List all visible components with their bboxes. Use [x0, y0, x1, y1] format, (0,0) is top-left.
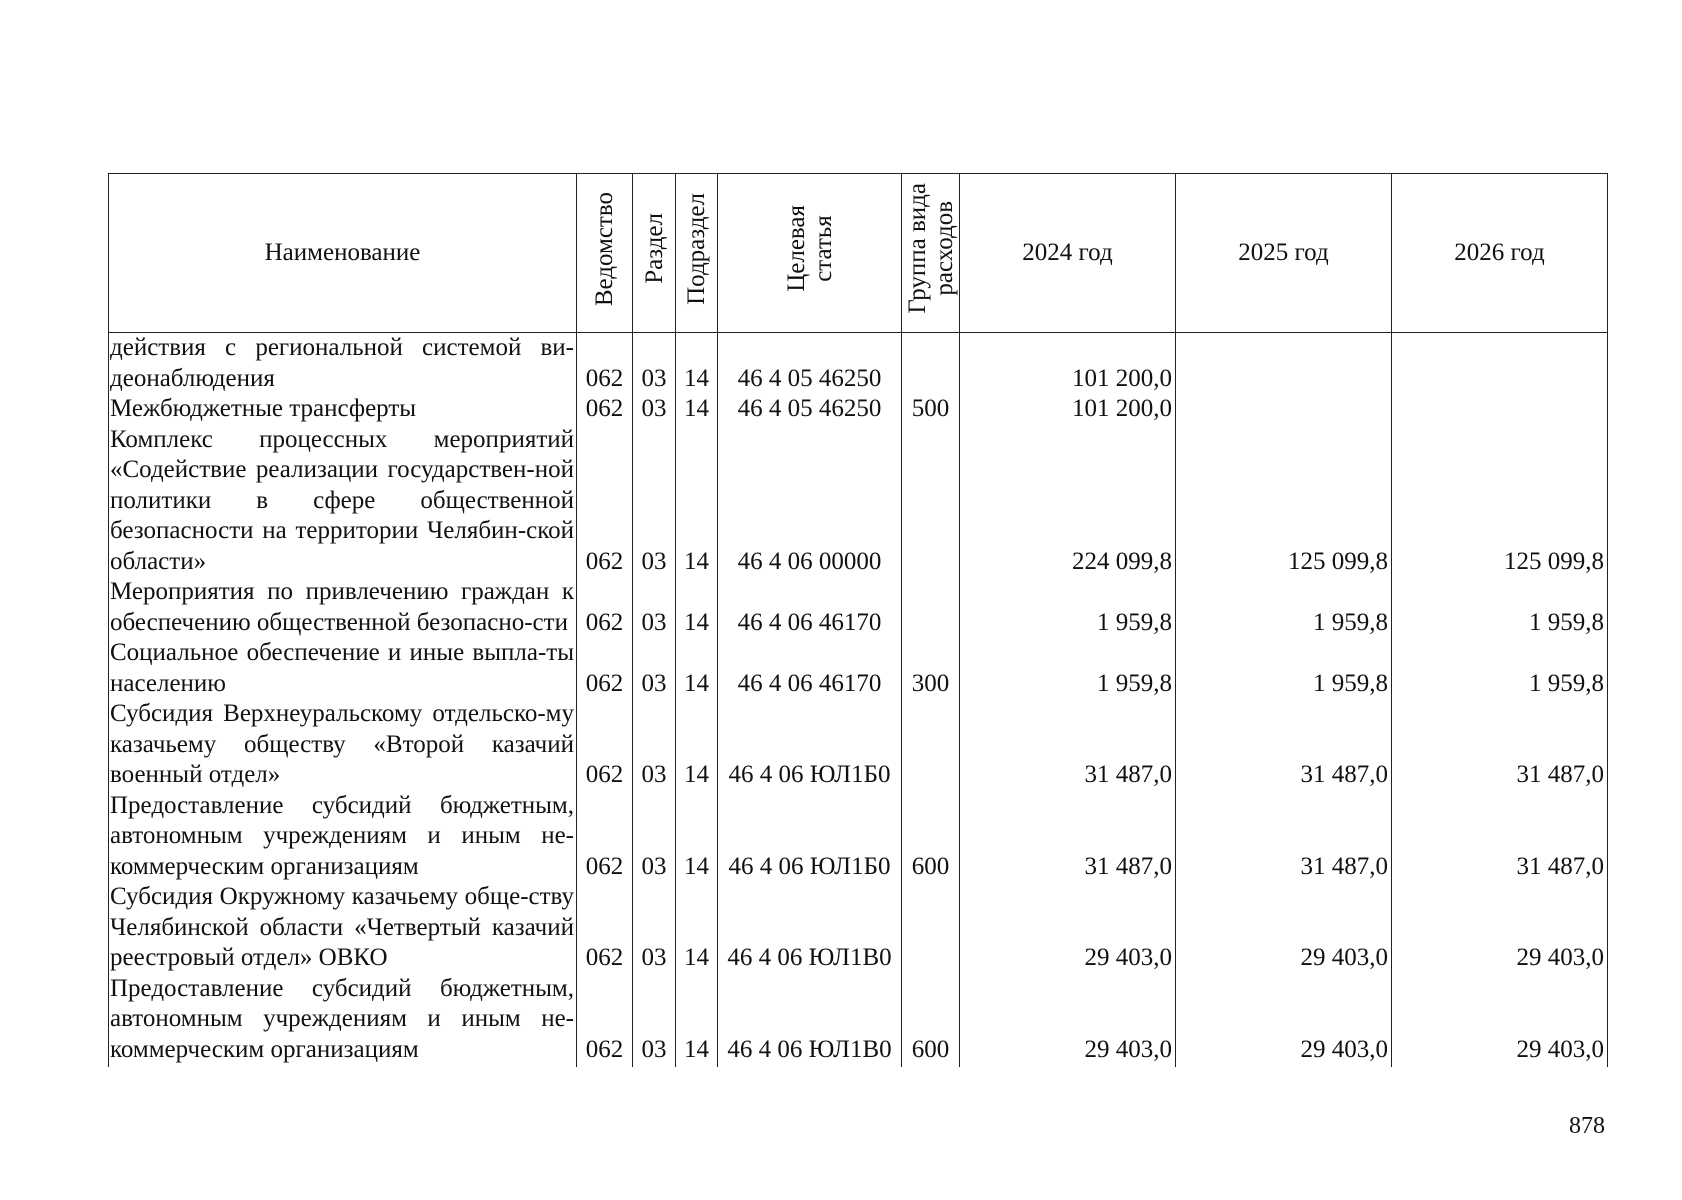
cell-vedomstvo: 062 — [577, 394, 633, 425]
table-row — [109, 333, 1608, 395]
cell-vedomstvo: 062 — [577, 974, 633, 1068]
cell-2025: 31 487,0 — [1176, 791, 1392, 883]
cell-2026: 31 487,0 — [1392, 791, 1608, 883]
cell-2026: 125 099,8 — [1392, 425, 1608, 578]
cell-celevaya-statya: 46 4 06 ЮЛ1В0 — [718, 882, 902, 974]
cell-gruppa: 300 — [902, 638, 960, 699]
header-year-2025 — [1176, 174, 1392, 333]
cell-2024: 101 200,0 — [960, 394, 1176, 425]
cell-name: Социальное обеспечение и иные выпла-ты населению — [109, 638, 577, 699]
cell-2025: 29 403,0 — [1176, 974, 1392, 1068]
cell-name: Субсидия Окружному казачьему обще-ству Челябинской области «Четвертый казачий реестровый отдел» ОВКО — [109, 882, 577, 974]
cell-vedomstvo: 062 — [577, 577, 633, 638]
cell-2026: 31 487,0 — [1392, 699, 1608, 791]
header-gruppa-label — [904, 183, 958, 314]
cell-vedomstvo: 062 — [577, 333, 633, 395]
cell-2026 — [1392, 394, 1608, 425]
cell-celevaya-statya: 46 4 05 46250 — [718, 333, 902, 395]
cell-2025 — [1176, 333, 1392, 395]
cell-2024: 31 487,0 — [960, 791, 1176, 883]
cell-gruppa — [902, 882, 960, 974]
cell-celevaya-statya: 46 4 06 ЮЛ1В0 — [718, 974, 902, 1068]
header-year-2026 — [1392, 174, 1608, 333]
cell-podrazdel: 14 — [676, 882, 718, 974]
budget-table — [108, 173, 1608, 1067]
cell-name: Межбюджетные трансферты — [109, 394, 577, 425]
header-podrazdel-label: Подраздел — [683, 192, 710, 305]
cell-razdel: 03 — [633, 699, 676, 791]
cell-2024: 31 487,0 — [960, 699, 1176, 791]
header-name — [109, 174, 577, 333]
cell-2025: 31 487,0 — [1176, 699, 1392, 791]
cell-name: Предоставление субсидий бюджетным, автономным учреждениям и иным не-коммерческим организациям — [109, 791, 577, 883]
cell-podrazdel: 14 — [676, 394, 718, 425]
cell-gruppa: 600 — [902, 974, 960, 1068]
cell-2026: 29 403,0 — [1392, 974, 1608, 1068]
cell-razdel: 03 — [633, 791, 676, 883]
cell-2026: 29 403,0 — [1392, 882, 1608, 974]
header-year-2024-label: 2024 год — [1022, 238, 1113, 266]
cell-2025: 1 959,8 — [1176, 577, 1392, 638]
table-row — [109, 791, 1608, 883]
cell-celevaya-statya: 46 4 06 46170 — [718, 577, 902, 638]
header-gruppa-vida-rashodov — [902, 174, 960, 333]
cell-podrazdel: 14 — [676, 577, 718, 638]
cell-podrazdel: 14 — [676, 974, 718, 1068]
cell-vedomstvo: 062 — [577, 638, 633, 699]
header-razdel-label: Раздел — [640, 213, 668, 285]
cell-gruppa — [902, 333, 960, 395]
header-vedomstvo — [577, 174, 633, 333]
cell-gruppa — [902, 425, 960, 578]
cell-2024: 1 959,8 — [960, 577, 1176, 638]
header-razdel — [633, 174, 676, 333]
cell-podrazdel: 14 — [676, 425, 718, 578]
table-row — [109, 425, 1608, 578]
cell-name: действия с региональной системой ви-деонаблюдения — [109, 333, 577, 395]
cell-celevaya-statya: 46 4 06 ЮЛ1Б0 — [718, 791, 902, 883]
cell-name: Предоставление субсидий бюджетным, автономным учреждениям и иным не-коммерческим организациям — [109, 974, 577, 1068]
cell-razdel: 03 — [633, 638, 676, 699]
page-number: 878 — [1569, 1113, 1605, 1139]
cell-2025: 125 099,8 — [1176, 425, 1392, 578]
header-name-label: Наименование — [264, 238, 421, 266]
header-year-2025-label: 2025 год — [1238, 238, 1329, 266]
table-body — [109, 333, 1608, 1068]
cell-podrazdel: 14 — [676, 333, 718, 395]
cell-podrazdel: 14 — [676, 699, 718, 791]
cell-2026: 1 959,8 — [1392, 638, 1608, 699]
cell-razdel: 03 — [633, 425, 676, 578]
cell-celevaya-statya: 46 4 06 00000 — [718, 425, 902, 578]
table-row — [109, 577, 1608, 638]
cell-razdel: 03 — [633, 577, 676, 638]
cell-2025 — [1176, 394, 1392, 425]
cell-2024: 29 403,0 — [960, 882, 1176, 974]
cell-name: Мероприятия по привлечению граждан к обеспечению общественной безопасно-сти — [109, 577, 577, 638]
cell-gruppa: 500 — [902, 394, 960, 425]
cell-vedomstvo: 062 — [577, 425, 633, 578]
cell-vedomstvo: 062 — [577, 699, 633, 791]
cell-podrazdel: 14 — [676, 791, 718, 883]
table-row — [109, 394, 1608, 425]
cell-razdel: 03 — [633, 394, 676, 425]
header-podrazdel — [676, 174, 718, 333]
header-celevaya-statya-label — [783, 205, 837, 292]
cell-razdel: 03 — [633, 333, 676, 395]
cell-2024: 101 200,0 — [960, 333, 1176, 395]
header-gruppa-line1: Группа вида — [903, 183, 931, 315]
header-celevaya-line2: статья — [809, 215, 837, 283]
cell-gruppa — [902, 577, 960, 638]
cell-2024: 224 099,8 — [960, 425, 1176, 578]
cell-podrazdel: 14 — [676, 638, 718, 699]
cell-2025: 29 403,0 — [1176, 882, 1392, 974]
header-gruppa-line2: расходов — [930, 201, 958, 297]
cell-2024: 29 403,0 — [960, 974, 1176, 1068]
cell-razdel: 03 — [633, 974, 676, 1068]
cell-vedomstvo: 062 — [577, 791, 633, 883]
table-row — [109, 882, 1608, 974]
header-vedomstvo-label: Ведомство — [591, 191, 618, 306]
cell-celevaya-statya: 46 4 06 ЮЛ1Б0 — [718, 699, 902, 791]
cell-2025: 1 959,8 — [1176, 638, 1392, 699]
cell-2026 — [1392, 333, 1608, 395]
cell-celevaya-statya: 46 4 05 46250 — [718, 394, 902, 425]
cell-gruppa: 600 — [902, 791, 960, 883]
table-row — [109, 974, 1608, 1068]
header-celevaya-statya — [718, 174, 902, 333]
header-year-2024 — [960, 174, 1176, 333]
cell-2024: 1 959,8 — [960, 638, 1176, 699]
cell-vedomstvo: 062 — [577, 882, 633, 974]
cell-razdel: 03 — [633, 882, 676, 974]
table-header — [109, 174, 1608, 333]
cell-name: Субсидия Верхнеуральскому отдельско-му казачьему обществу «Второй казачий военный отдел» — [109, 699, 577, 791]
cell-celevaya-statya: 46 4 06 46170 — [718, 638, 902, 699]
table-row — [109, 638, 1608, 699]
cell-name: Комплекс процессных мероприятий «Содействие реализации государствен-ной политики в сфере общественной безопасности на территории Челябин-ской области» — [109, 425, 577, 578]
cell-2026: 1 959,8 — [1392, 577, 1608, 638]
header-year-2026-label: 2026 год — [1454, 238, 1545, 266]
cell-gruppa — [902, 699, 960, 791]
header-celevaya-line1: Целевая — [782, 205, 810, 293]
table-row — [109, 699, 1608, 791]
